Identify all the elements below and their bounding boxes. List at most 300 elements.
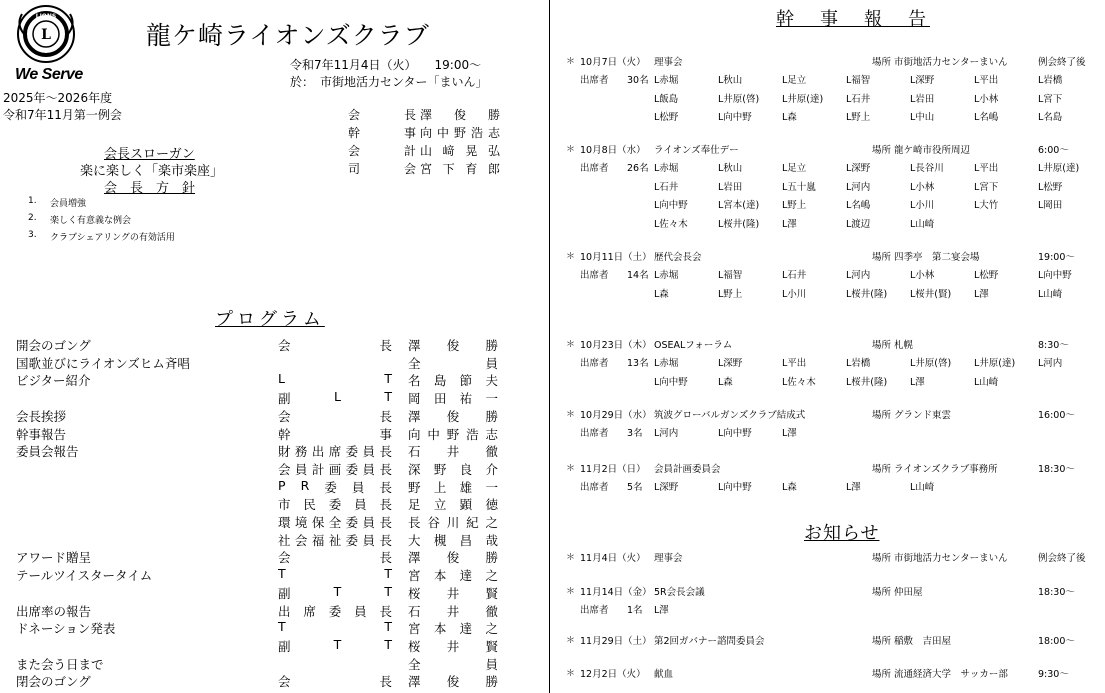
lions-emblem-icon: [14, 4, 78, 64]
report-member: L山崎: [974, 376, 999, 388]
program-role-char: T: [384, 371, 392, 387]
report-member: L岩田: [910, 93, 935, 105]
report-date: 10月8日（水）: [580, 145, 646, 156]
policy-text: 会員増強: [50, 199, 87, 209]
program-role-char: R: [300, 477, 310, 493]
report-member: L石井: [654, 181, 679, 193]
program-name-char: 之: [485, 515, 498, 530]
program-role: [278, 584, 392, 602]
program-role: [278, 513, 392, 531]
officer-row: [348, 124, 500, 141]
report-place: 場所 札幌: [872, 340, 914, 351]
officer-role-char: 会: [403, 162, 416, 176]
report-member: L五十嵐: [782, 181, 816, 193]
program-item: 幹事報告: [16, 426, 67, 442]
policy-number: 3.: [28, 230, 37, 240]
officer-name: [420, 106, 500, 123]
report-member: L小林: [974, 93, 999, 105]
program-name-char: 野: [433, 461, 447, 477]
report-member: L松野: [974, 270, 999, 281]
notice-bullet: ＊: [566, 669, 576, 679]
program-role-char: 会: [278, 461, 291, 477]
program-name-char: 井: [446, 603, 460, 619]
program-item: 国歌並びにライオンズヒム斉唱: [16, 355, 190, 371]
officer-name-char: 志: [487, 126, 500, 140]
policy-number: 2.: [28, 213, 37, 223]
program-role: [278, 548, 392, 566]
program-name-char: 川: [446, 515, 460, 530]
report-member: L澤: [782, 218, 797, 230]
report-member: L名嶋: [974, 112, 999, 123]
report-member: L秋山: [718, 163, 743, 174]
program-role-char: 委: [328, 497, 342, 513]
officer-name-char: 澤: [420, 108, 433, 122]
program-name: [408, 478, 498, 496]
report-member: L福智: [718, 270, 743, 281]
program-role-char: T: [384, 389, 392, 405]
program-name-char: 石: [408, 603, 421, 619]
report-member: L赤堀: [654, 358, 679, 369]
page-divider: [549, 0, 550, 693]
report-member: L岡田: [1038, 200, 1063, 211]
officer-row: [348, 106, 500, 123]
officer-name: [420, 142, 500, 159]
program-name-char: 槻: [433, 532, 447, 548]
slogan-heading: 会長スローガン: [104, 147, 195, 162]
program-role-char: 会: [278, 408, 291, 424]
report-member: L深野: [654, 482, 679, 493]
program-name-char: 之: [485, 621, 498, 637]
program-name-char: 一: [485, 391, 498, 407]
program-role-char: 市: [278, 497, 291, 513]
officer-name-char: 勝: [487, 108, 500, 122]
program-role-char: T: [384, 583, 392, 599]
program-item: ドネーション発表: [16, 621, 116, 637]
program-name-char: 宮: [408, 621, 421, 637]
report-member: L河内: [654, 428, 679, 439]
report-date: 10月29日（水）: [580, 410, 652, 421]
report-member: L福智: [846, 75, 871, 86]
program-role: [278, 407, 392, 425]
program-name: [408, 548, 498, 566]
report-date: 10月11日（土）: [580, 252, 652, 263]
report-member: L向中野: [1038, 270, 1072, 281]
report-member: L森: [718, 376, 733, 388]
report-member: L山崎: [910, 482, 935, 493]
program-name: [408, 354, 498, 372]
program-role-char: 計: [311, 461, 325, 477]
program-role-char: L: [333, 389, 341, 405]
officer-name: [420, 124, 500, 141]
report-place: 場所 グランド東雲: [872, 410, 952, 421]
program-item: 開会のゴング: [16, 338, 91, 353]
report-member: L桜井(隆): [718, 218, 760, 230]
program-role-char: P: [278, 477, 286, 493]
report-event: OSEALフォーラム: [654, 340, 733, 351]
program-name-char: 員: [485, 656, 498, 672]
report-bullet: ＊: [566, 252, 576, 262]
report-member: L名嶋: [846, 200, 871, 211]
program-role-char: 長: [379, 497, 392, 513]
program-item: アワード贈呈: [16, 550, 92, 566]
report-member: L野上: [846, 112, 871, 123]
report-event: ライオンズ奉仕デー: [654, 145, 739, 156]
report-attendee-count: 30名: [627, 75, 649, 86]
program-name-char: 澤: [408, 674, 421, 690]
program-role-char: 長: [379, 550, 392, 566]
program-name-char: 介: [485, 461, 498, 477]
notice-time: 例会終了後: [1038, 553, 1086, 564]
program-name-char: 澤: [408, 550, 421, 566]
officer-name-char: 育: [465, 162, 478, 176]
report-member: L松野: [654, 112, 679, 123]
meeting-name: 令和7年11月第一例会: [3, 108, 122, 122]
program-item: 出席率の報告: [16, 603, 92, 619]
notice-place: 場所 仲田屋: [872, 587, 923, 598]
officer-role-char: 幹: [348, 126, 361, 140]
notice-time: 18:30～: [1038, 587, 1075, 598]
report-member: L河内: [846, 270, 871, 281]
report-member: L井原(啓): [910, 358, 952, 369]
program-role-char: 長: [379, 338, 392, 353]
report-attendees-label: 出席者: [580, 75, 609, 86]
program-role-char: T: [384, 619, 392, 635]
program-name-char: 徹: [485, 444, 498, 460]
report-attendees-label: 出席者: [580, 358, 609, 369]
report-bullet: ＊: [566, 410, 576, 420]
program-role: [278, 389, 392, 407]
report-member: L深野: [910, 75, 935, 86]
report-member: L桜井(賢): [910, 288, 952, 300]
program-name-char: 俊: [446, 338, 460, 353]
program-name: [408, 460, 498, 478]
report-bullet: ＊: [566, 464, 576, 474]
report-event: 歴代会長会: [654, 252, 702, 263]
program-name-char: 本: [433, 621, 447, 637]
notice-time: 18:00～: [1038, 636, 1075, 647]
officer-name-char: 晃: [465, 144, 478, 158]
report-member: L赤堀: [654, 75, 679, 86]
program-name-char: 野: [446, 426, 460, 442]
officer-name-char: 向: [420, 126, 433, 140]
report-member: L宮本(達): [718, 200, 760, 211]
program-name-char: 祐: [459, 391, 473, 407]
officer-name-char: 野: [453, 126, 466, 140]
program-role-char: 会: [278, 338, 291, 353]
program-name-char: 賢: [485, 638, 498, 654]
program-role-char: 画: [328, 461, 342, 477]
program-name-char: 俊: [446, 408, 460, 424]
report-member: L岩橋: [846, 358, 871, 369]
program-name-char: 勝: [485, 338, 498, 353]
program-name-char: 節: [459, 373, 473, 389]
program-name-char: 哉: [485, 532, 498, 548]
report-member: L向中野: [718, 482, 752, 493]
program-role: [278, 425, 392, 443]
report-event: 筑波グローバルガンズクラブ結成式: [654, 410, 806, 421]
report-member: L山崎: [910, 218, 935, 230]
officer-role: [348, 124, 420, 141]
report-member: L赤堀: [654, 163, 679, 174]
officer-role-char: 会: [348, 144, 361, 158]
report-member: L小林: [910, 181, 935, 193]
report-member: L井原(達): [1038, 163, 1080, 174]
notice-date: 11月29日（土）: [580, 636, 652, 647]
program-name-char: 向: [408, 426, 421, 442]
officer-role-char: 長: [403, 108, 416, 122]
notice-bullet: ＊: [566, 636, 576, 646]
program-role-char: 員: [351, 479, 365, 495]
program-name-char: 中: [427, 426, 440, 442]
report-attendees-label: 出席者: [580, 428, 609, 439]
program-role: [278, 566, 392, 581]
program-name-char: 昌: [459, 532, 473, 548]
report-member: L澤: [910, 376, 925, 388]
program-name-char: 浩: [466, 426, 479, 442]
report-member: L岩橋: [1038, 75, 1063, 86]
program-name-char: 顕: [459, 497, 473, 513]
notice-bullet: ＊: [566, 553, 576, 563]
we-serve-logo: We Serve: [15, 66, 83, 83]
program-role: [278, 602, 392, 620]
program-role-char: 長: [379, 479, 392, 495]
program-heading: プログラム: [215, 309, 325, 330]
report-place: 場所 市街地活力センターまいん: [872, 57, 1008, 68]
report-member: L森: [782, 112, 797, 123]
program-name-char: 志: [485, 426, 498, 442]
policy-text: 楽しく有意義な例会: [50, 216, 132, 226]
program-role-char: 会: [278, 550, 291, 566]
policy-heading: 会 長 方 針: [104, 181, 196, 196]
report-date: 11月2日（日）: [580, 464, 646, 475]
report-member: L河内: [846, 181, 871, 193]
program-name: [408, 425, 498, 443]
program-name: [408, 637, 498, 655]
report-member: L足立: [782, 163, 807, 174]
officer-name-char: 﨑: [442, 144, 455, 158]
report-time: 例会終了後: [1038, 57, 1086, 68]
report-member: L平出: [782, 358, 807, 369]
program-name-char: 俊: [446, 550, 460, 566]
program-name-char: 賢: [485, 585, 498, 601]
report-member: L山崎: [1038, 288, 1063, 300]
report-date: 10月23日（木）: [580, 340, 652, 351]
officer-role: [348, 106, 420, 123]
program-name-char: 谷: [427, 515, 440, 530]
notice-place: 場所 流通経済大学 サッカー部: [872, 669, 1008, 680]
program-role-char: 財: [278, 444, 291, 460]
report-attendee-count: 5名: [627, 482, 643, 493]
program-name-char: 足: [408, 497, 421, 513]
report-event: 会員計画委員会: [654, 464, 721, 475]
notice-date: 12月2日（火）: [580, 669, 646, 680]
report-event: 理事会: [654, 57, 683, 68]
program-name-char: 之: [485, 568, 498, 584]
report-member: L佐々木: [782, 376, 816, 388]
program-role-char: 会: [294, 532, 308, 548]
program-name: [408, 442, 498, 460]
report-member: L石井: [782, 270, 807, 281]
program-name-char: 全: [408, 656, 421, 672]
report-place: 場所 四季亭 第二宴会場: [872, 252, 980, 263]
program-role: [278, 495, 392, 513]
report-member: L野上: [718, 288, 743, 300]
program-role-char: 員: [362, 444, 376, 460]
program-name-char: 島: [433, 373, 447, 389]
report-member: L名島: [1038, 112, 1063, 123]
program-role-char: T: [333, 583, 342, 599]
program-role-char: 境: [294, 515, 308, 530]
program-role-char: 員: [354, 603, 367, 619]
report-member: L飯島: [654, 93, 679, 105]
report-member: L中山: [910, 112, 935, 123]
program-role-char: T: [278, 619, 286, 635]
program-name-char: 達: [459, 621, 473, 637]
policy-number: 1.: [28, 196, 37, 206]
meeting-venue: 於： 市街地活力センター「まいん」: [290, 75, 488, 89]
program-role-char: 福: [311, 532, 325, 548]
report-attendee-count: 26名: [627, 163, 649, 174]
program-role-char: 出: [311, 444, 325, 460]
program-role: [278, 460, 392, 478]
report-date: 10月7日（火）: [580, 57, 646, 68]
report-member: L宮下: [974, 181, 999, 193]
program-name-char: 宮: [408, 568, 421, 584]
program-name-char: 長: [408, 515, 421, 530]
program-role-char: 員: [354, 497, 367, 513]
program-name-char: 田: [433, 391, 447, 407]
report-member: L河内: [1038, 358, 1063, 369]
program-name: [408, 531, 498, 549]
program-role-char: 長: [379, 674, 392, 690]
program-role-char: 長: [379, 461, 392, 477]
notice-heading: お知らせ: [804, 523, 880, 544]
report-place: 場所 龍ケ崎市役所周辺: [872, 145, 971, 156]
report-time: 8:30～: [1038, 340, 1069, 351]
report-member: L石井: [846, 93, 871, 105]
report-member: L桜井(隆): [846, 288, 888, 300]
program-role-char: 員: [362, 515, 376, 530]
program-item: 閉会のゴング: [16, 674, 91, 690]
notice-event: 理事会: [654, 553, 683, 564]
program-name-char: 全: [408, 355, 421, 371]
notice-time: 9:30～: [1038, 669, 1069, 680]
program-role-char: 委: [345, 515, 359, 530]
program-name-char: 岡: [408, 391, 421, 407]
program-name-char: 井: [446, 638, 460, 654]
program-role-char: 全: [328, 515, 342, 530]
program-item: ビジター紹介: [16, 373, 91, 389]
program-name-char: 徹: [485, 603, 498, 619]
report-member: L渡辺: [846, 218, 871, 230]
report-bullet: ＊: [566, 145, 576, 155]
report-attendee-count: 13名: [627, 358, 649, 369]
program-name: [408, 336, 498, 354]
notice-date: 11月14日（金）: [580, 587, 652, 598]
program-name: [408, 389, 498, 407]
officer-name-char: 弘: [487, 144, 500, 158]
report-member: L澤: [782, 428, 797, 439]
club-title: 龍ケ崎ライオンズクラブ: [146, 21, 430, 50]
program-role-char: 務: [294, 444, 308, 460]
program-role-char: 委: [345, 532, 359, 548]
report-member: L小林: [910, 270, 935, 281]
officer-name-char: 浩: [470, 126, 483, 140]
program-name-char: 立: [433, 497, 447, 513]
report-member: L岩田: [718, 181, 743, 193]
notice-place: 場所 市街地活力センターまいん: [872, 553, 1008, 564]
program-role: [278, 478, 392, 496]
notice-place: 場所 稲敷 吉田屋: [872, 636, 952, 647]
svg-text:L: L: [41, 27, 51, 43]
officer-role-char: 事: [403, 126, 416, 140]
program-role-char: 員: [294, 461, 308, 477]
program-name-char: 名: [408, 373, 421, 389]
officer-name: [420, 160, 500, 177]
report-member: L深野: [846, 163, 871, 174]
program-role-char: 員: [362, 461, 376, 477]
program-item: また会う日まで: [16, 656, 104, 672]
program-role-char: T: [384, 566, 392, 582]
program-name-char: 紀: [466, 515, 479, 530]
program-name: [408, 672, 498, 690]
program-role-char: T: [278, 566, 286, 582]
notice-member: L澤: [654, 605, 669, 616]
report-member: L小川: [910, 200, 935, 211]
program-role-char: T: [384, 636, 392, 652]
report-time: 18:30～: [1038, 464, 1075, 475]
report-place: 場所 ライオンズクラブ事務所: [872, 464, 998, 475]
program-name-char: 井: [446, 585, 460, 601]
program-name-char: 達: [459, 568, 473, 584]
program-name: [408, 371, 498, 389]
report-attendees-label: 出席者: [580, 270, 609, 281]
program-name-char: 澤: [408, 338, 421, 353]
program-role: [278, 336, 392, 354]
fiscal-year: 2025年～2026年度: [3, 91, 113, 105]
program-item: 会長挨拶: [16, 408, 67, 424]
program-role-char: 員: [362, 532, 376, 548]
program-name-char: 勝: [485, 550, 498, 566]
report-member: L宮下: [1038, 93, 1063, 105]
report-member: L松野: [1038, 181, 1063, 193]
officer-name-char: 中: [436, 126, 449, 140]
report-member: L井原(達): [782, 93, 824, 105]
notice-attendees-label: 出席者: [580, 605, 609, 616]
program-name-char: 上: [433, 479, 447, 495]
report-member: L小川: [782, 288, 807, 300]
program-name-char: 桜: [408, 638, 421, 654]
report-member: L佐々木: [654, 218, 688, 230]
program-role-char: 委: [345, 461, 359, 477]
policy-text: クラブシェアリングの有効活用: [50, 233, 175, 243]
program-name-char: 桜: [408, 585, 421, 601]
report-member: L井原(啓): [718, 93, 760, 105]
officer-row: [348, 142, 500, 159]
program-role-char: 環: [278, 515, 291, 530]
program-role-char: 委: [328, 603, 342, 619]
program-role-char: 祉: [328, 532, 342, 548]
report-member: L澤: [846, 482, 861, 493]
report-time: 19:00～: [1038, 252, 1075, 263]
svg-text:LIONS: LIONS: [35, 13, 57, 20]
program-name-char: 徳: [485, 497, 498, 513]
program-role: [278, 619, 392, 634]
notice-event: 献血: [654, 669, 674, 680]
program-role-char: 社: [278, 532, 291, 548]
program-name: [408, 407, 498, 425]
program-name: [408, 566, 498, 584]
